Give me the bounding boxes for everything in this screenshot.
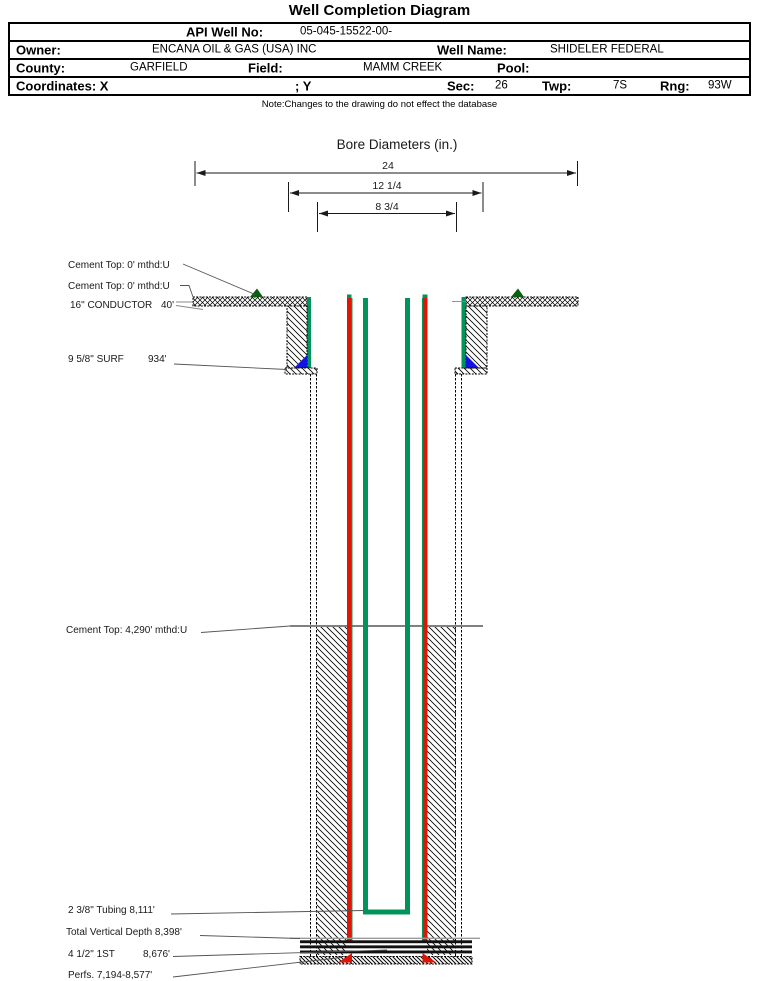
pool-label: Pool: [497, 60, 530, 76]
rng-label: Rng: [660, 78, 690, 94]
leader-cement-top-c [201, 626, 290, 633]
twp-value: 7S [613, 79, 628, 92]
leader-tvd [200, 936, 300, 939]
production-casing-left [347, 298, 352, 941]
cement-top-marker-right [511, 289, 524, 298]
leader-perfs [173, 958, 341, 978]
field-value: MAMM CREEK [363, 61, 443, 74]
production-casing-label: 4 1/2" 1ST [68, 949, 115, 960]
production-cement-right [427, 627, 456, 955]
county-label: County: [16, 60, 66, 76]
leader-cement-top-a [183, 264, 255, 295]
conductor-bar-left [193, 297, 307, 306]
well-name-label: Well Name: [437, 42, 507, 58]
leader-surface [174, 364, 287, 370]
coordinates-y-label: ; Y [295, 78, 312, 94]
production-casing-cap-left [347, 295, 352, 299]
api-well-no-value: 05-045-15522-00- [300, 25, 393, 38]
surface-casing-label: 9 5/8" SURF [68, 354, 124, 365]
cement-top-c-label: Cement Top: 4,290' mthd:U [66, 625, 188, 636]
conductor-bar-right [466, 297, 578, 306]
rng-value: 93W [708, 79, 732, 92]
bore-diameters-title: Bore Diameters (in.) [336, 137, 458, 152]
borehole-wall-left [311, 374, 317, 957]
cement-top-b-label: Cement Top: 0' mthd:U [68, 281, 170, 292]
conductor-label: 16" CONDUCTOR [70, 300, 153, 311]
api-well-no-label: API Well No: [186, 24, 264, 40]
borehole-wall-right [456, 374, 462, 957]
database-note: Note:Changes to the drawing do not effect the database [261, 99, 498, 110]
bottom-plug-strip [300, 957, 472, 965]
production-cement-left [317, 627, 347, 955]
cement-top-a-label: Cement Top: 0' mthd:U [68, 260, 170, 271]
bore-diameter-12-1-4-label: 12 1/4 [372, 180, 402, 192]
twp-label: Twp: [542, 78, 572, 94]
surface-casing-depth: 934' [148, 354, 167, 365]
coordinates-x-label: Coordinates: X [16, 78, 109, 94]
page-title: Well Completion Diagram [288, 2, 471, 19]
well-name-value: SHIDELER FEDERAL [550, 43, 664, 56]
bore-diameter-8-3-4-label: 8 3/4 [375, 201, 399, 213]
leader-cement-top-b [180, 286, 193, 298]
production-casing-cap-right [423, 295, 428, 299]
conductor-depth: 40' [161, 300, 175, 311]
owner-label: Owner: [16, 42, 61, 58]
surface-casing-line-right [462, 297, 467, 368]
borehole-step-left [285, 368, 317, 374]
field-label: Field: [248, 60, 283, 76]
production-casing-depth: 8,676' [143, 949, 170, 960]
sec-label: Sec: [447, 78, 475, 94]
bore-diameter-24-label: 24 [382, 160, 394, 172]
tvd-label: Total Vertical Depth 8,398' [66, 927, 182, 938]
borehole-step-right [455, 368, 487, 374]
surface-casing-line-left [307, 297, 311, 368]
sec-value: 26 [495, 79, 508, 92]
owner-value: ENCANA OIL & GAS (USA) INC [152, 43, 317, 56]
county-value: GARFIELD [130, 61, 188, 74]
production-casing-right [423, 298, 428, 941]
tubing-label: 2 3/8" Tubing 8,111' [68, 905, 155, 916]
tubing-string [366, 298, 408, 912]
perfs-label: Perfs. 7,194-8,577' [68, 970, 153, 981]
